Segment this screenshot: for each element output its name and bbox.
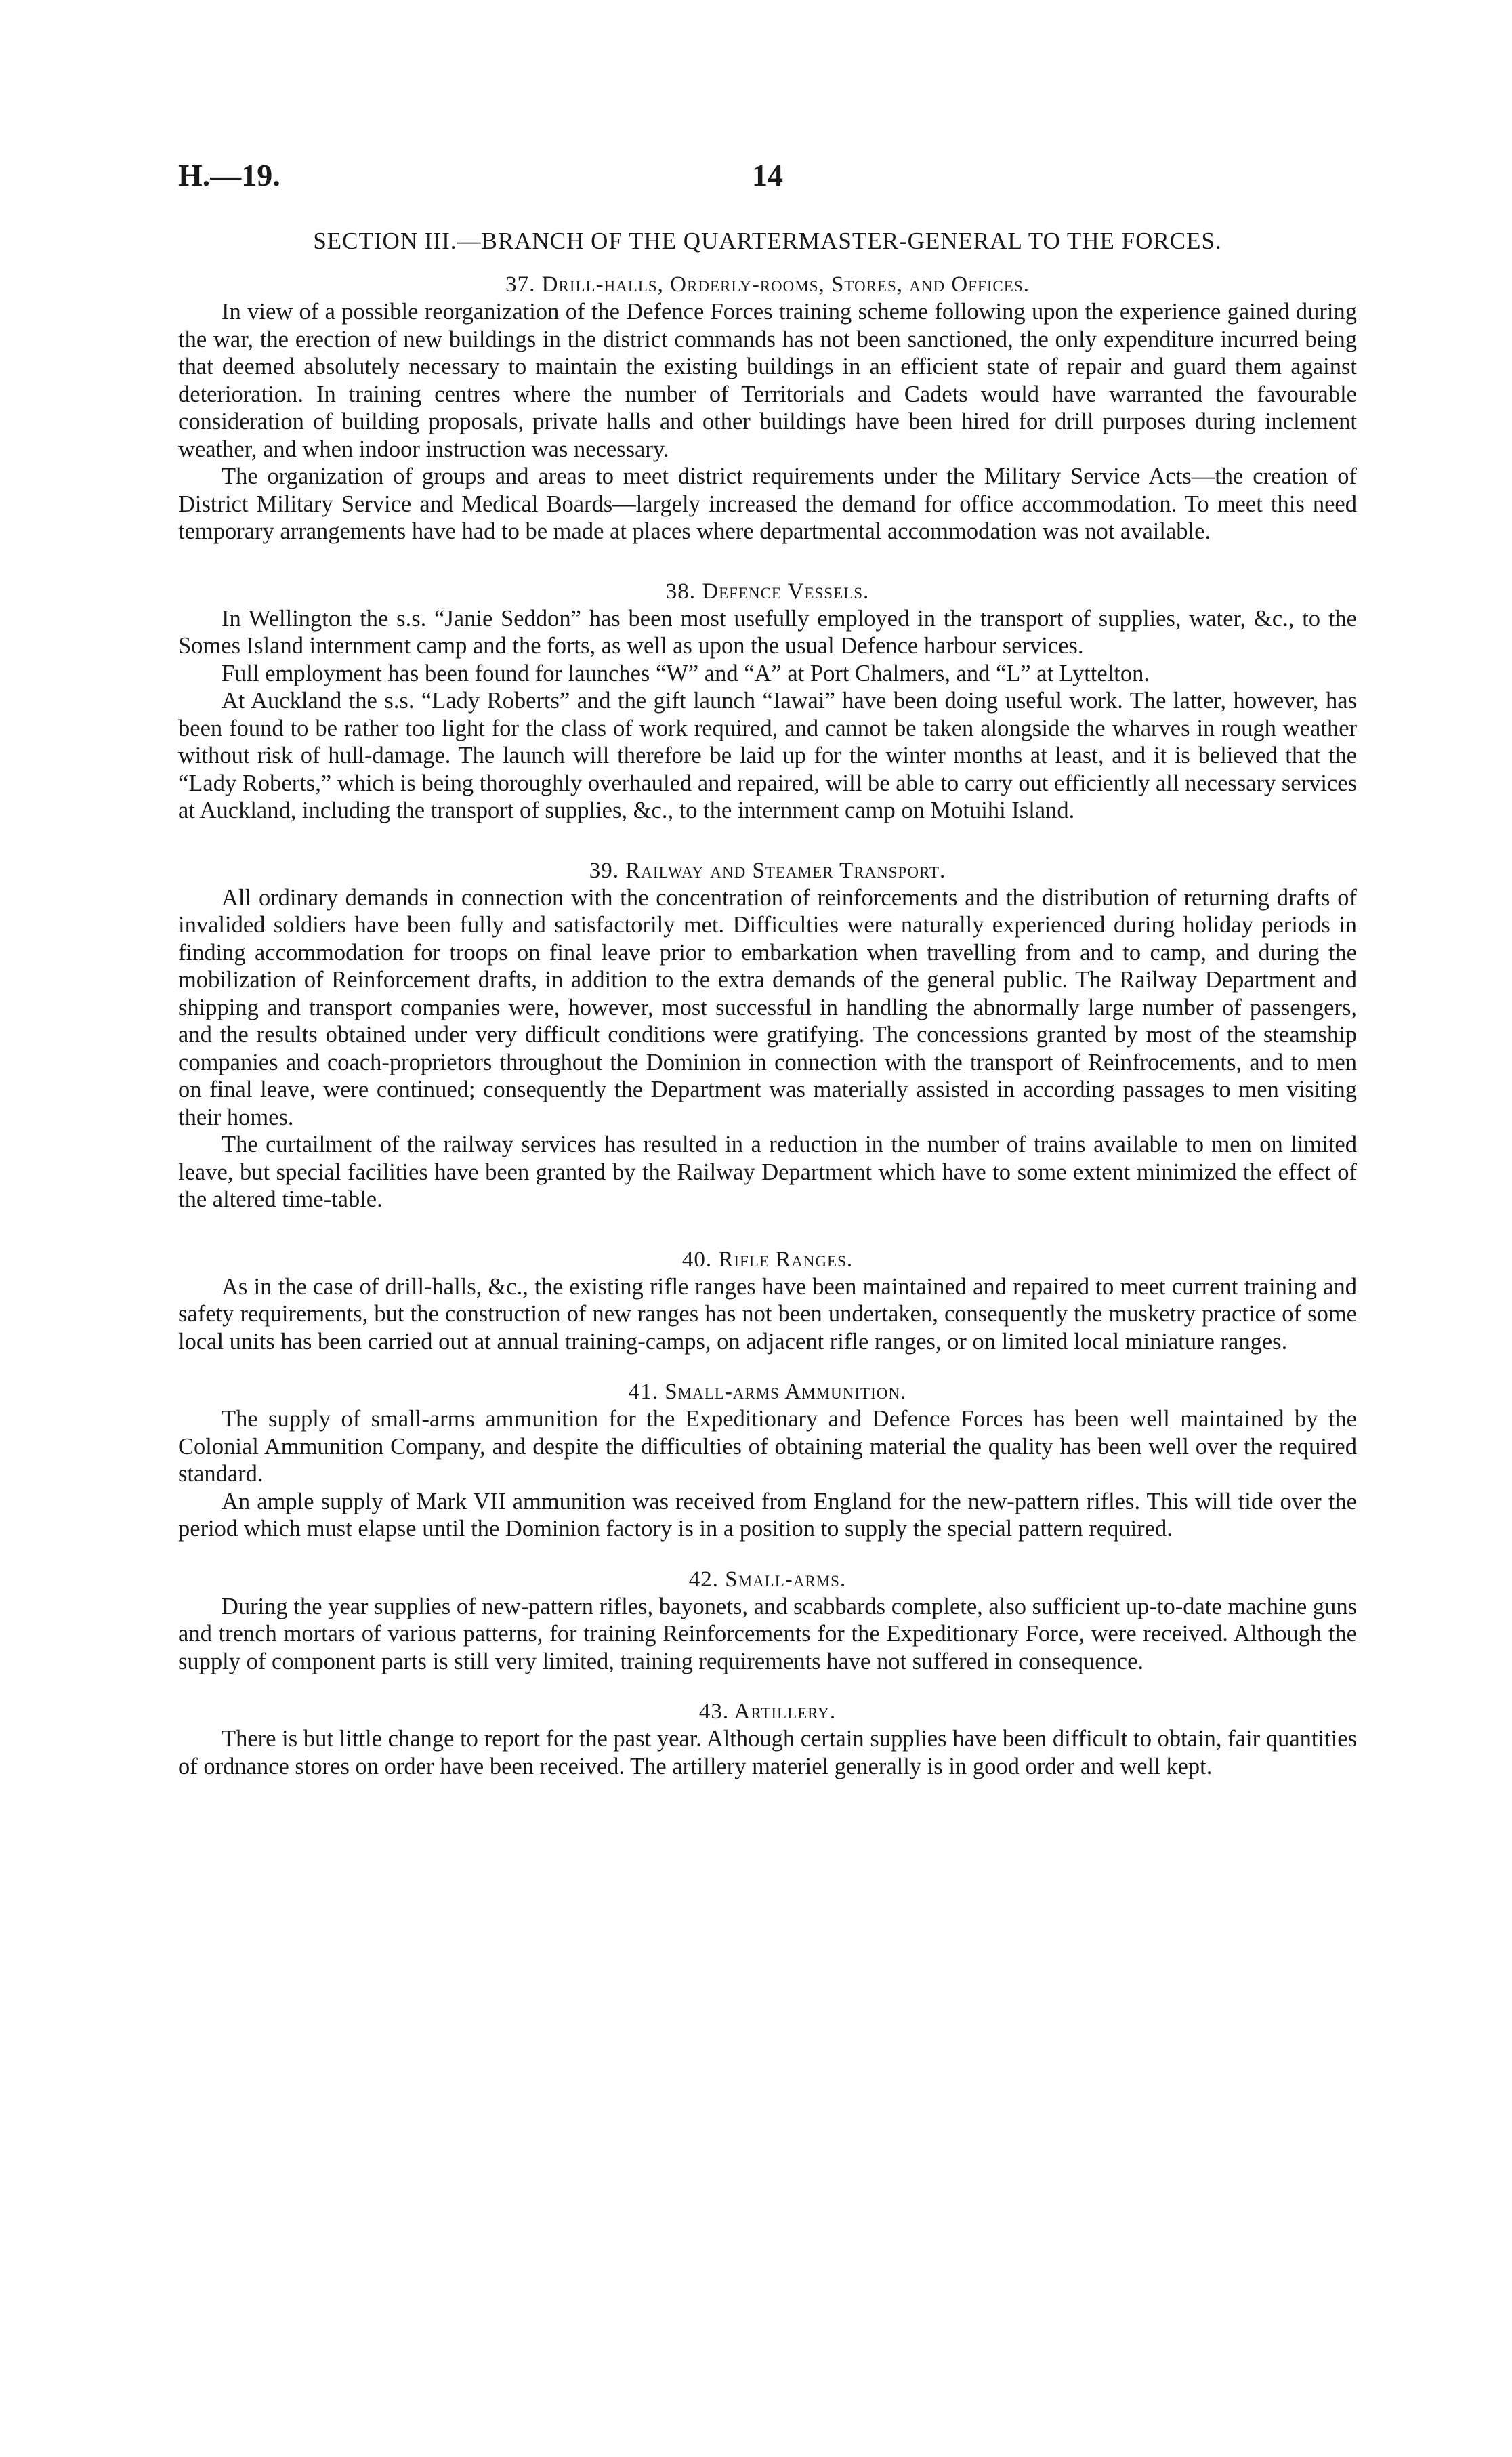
section-heading: 40. Rifle Ranges. (681, 1247, 854, 1272)
page-header (178, 157, 1357, 198)
section-heading: 39. Railway and Steamer Transport. (589, 858, 946, 883)
paragraph: During the year supplies of new-pattern rifles, bayonets, and scabbards complete, also sufficient up-to-date machine guns and trench mortars of various patterns, for training Reinforcements for the Expeditionary Force, were received. Although the supply of component parts is still very limited, training requirements have not suffered in consequence. (178, 1593, 1357, 1674)
section-heading: 37. Drill-halls, Orderly-rooms, Stores, and Offices. (505, 272, 1030, 297)
document-body (178, 271, 1357, 1780)
section-heading: 42. Small-arms. (688, 1567, 847, 1592)
section-39 (178, 857, 1357, 1214)
page-number: 14 (752, 158, 783, 192)
paragraph: An ample supply of Mark VII ammunition was received from England for the new-pattern rifles. This will tide over the period which must elapse until the Dominion factory is in a position to supply the special pattern required. (178, 1488, 1357, 1542)
paragraph: In view of a possible reorganization of the Defence Forces training scheme following upon the experience gained during the war, the erection of new buildings in the district commands has not been sanctioned, the only expenditure incurred being that deemed absolutely necessary to maintain the existing buildings in an efficient state of repair and guard them against deterioration. In training centres where the number of Territorials and Cadets would have warranted the favourable consideration of building proposals, private halls and other buildings have been hired for drill purposes during inclement weather, and when indoor instruction was necessary. (178, 299, 1357, 462)
section-37 (178, 271, 1357, 545)
section-heading: 38. Defence Vessels. (665, 579, 870, 604)
section-title: SECTION III.—BRANCH OF THE QUARTERMASTER-GENERAL TO THE FORCES. (313, 228, 1222, 254)
paragraph: Full employment has been found for launches “W” and “A” at Port Chalmers, and “L” at Lyttelton. (222, 660, 1150, 686)
paragraph: All ordinary demands in connection with the concentration of reinforcements and the distribution of returning drafts of invalided soldiers have been fully and satisfactorily met. Difficulties were naturally experienced during holiday periods in finding accommodation for troops on final leave prior to embarkation when travelling from and to camp, and during the mobilization of Reinforcement drafts, in addition to the extra demands of the general public. The Railway Department and shipping and transport companies were, however, most successful in handling the abnormally large number of passengers, and the results obtained under very difficult conditions were gratifying. The concessions granted by most of the steamship companies and coach-proprietors throughout the Dominion in connection with the transport of Reinfrocements, and to men on final leave, were continued; consequently the Department was materially assisted in according passages to men visiting their homes. (178, 884, 1357, 1130)
section-42 (178, 1566, 1357, 1676)
section-heading: 41. Small-arms Ammunition. (628, 1380, 907, 1404)
section-40 (178, 1246, 1357, 1356)
section-heading: 43. Artillery. (698, 1699, 837, 1724)
paragraph: The supply of small-arms ammunition for the Expeditionary and Defence Forces has been well maintained by the Colonial Ammunition Company, and despite the difficulties of obtaining material the quality has been well over the required standard. (178, 1406, 1357, 1487)
paragraph: At Auckland the s.s. “Lady Roberts” and the gift launch “Iawai” have been doing useful work. The latter, however, has been found to be rather too light for the class of work required, and cannot be taken alongside the wharves in rough weather without risk of hull-damage. The launch will therefore be laid up for the winter months at least, and it is believed that the “Lady Roberts,” which is being thoroughly overhauled and repaired, will be able to carry out efficiently all necessary services at Auckland, including the transport of supplies, &c., to the internment camp on Motuihi Island. (178, 688, 1357, 823)
paragraph: The organization of groups and areas to meet district requirements under the Military Service Acts—the creation of District Military Service and Medical Boards—largely increased the demand for office accommodation. To meet this need temporary arrangements have had to be made at places where departmental accommodation was not available. (178, 463, 1357, 544)
section-38 (178, 578, 1357, 825)
section-41 (178, 1378, 1357, 1543)
document-reference: H.—19. (178, 158, 280, 192)
paragraph: There is but little change to report for the past year. Although certain supplies have been difficult to obtain, fair quantities of ordnance stores on order have been received. The artillery materiel generally is in good order and well kept. (178, 1726, 1357, 1779)
section-43 (178, 1698, 1357, 1780)
paragraph: In Wellington the s.s. “Janie Seddon” has been most usefully employed in the transport of supplies, water, &c., to the Somes Island internment camp and the forts, as well as upon the usual Defence harbour services. (178, 605, 1357, 659)
paragraph: As in the case of drill-halls, &c., the existing rifle ranges have been maintained and repaired to meet current training and safety requirements, but the construction of new ranges has not been undertaken, consequently the musketry practice of some local units has been carried out at annual training-camps, on adjacent rifle ranges, or on limited local miniature ranges. (178, 1273, 1357, 1355)
paragraph: The curtailment of the railway services has resulted in a reduction in the number of trains available to men on limited leave, but special facilities have been granted by the Railway Department which have to some extent minimized the effect of the altered time-table. (178, 1132, 1357, 1212)
